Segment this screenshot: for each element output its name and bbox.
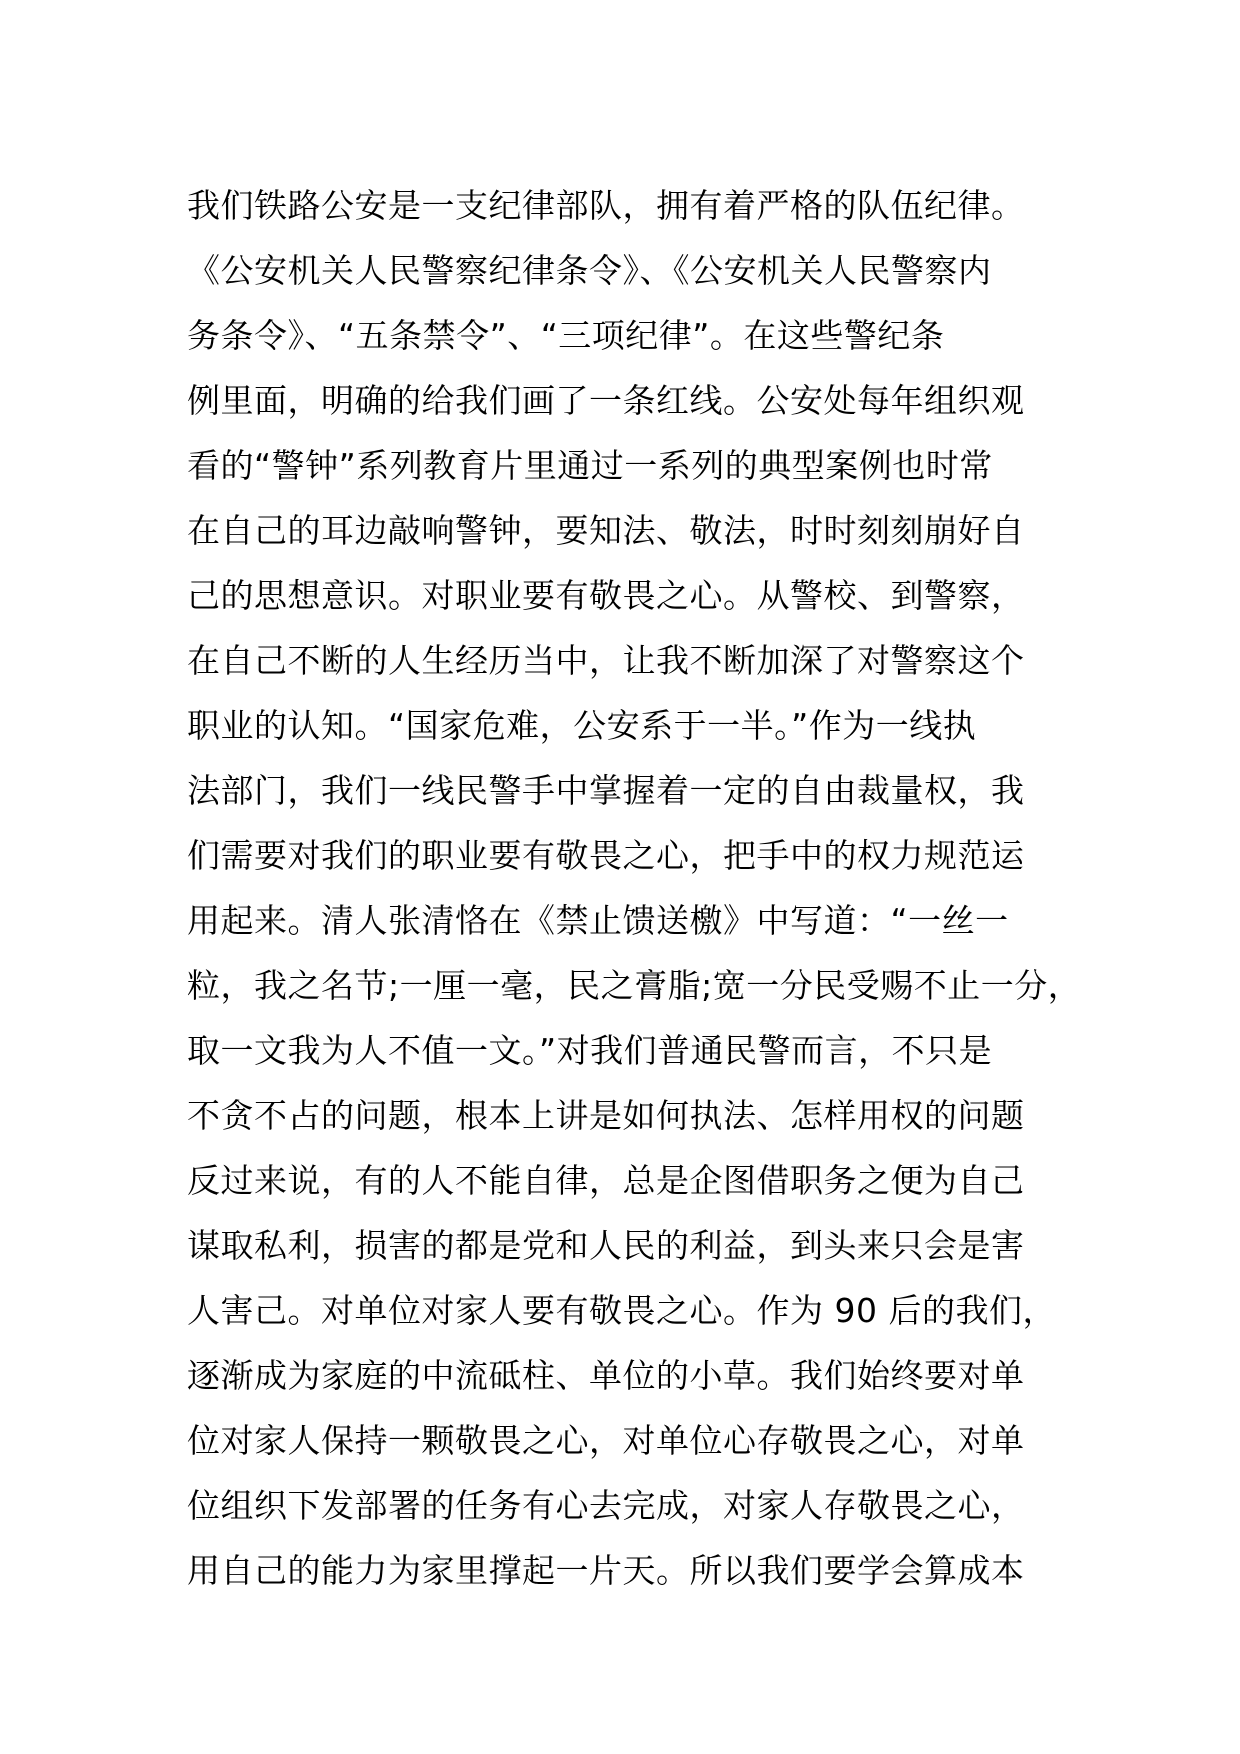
text-line: 人害己。对单位对家人要有敬畏之心。作为 90 后的我们， xyxy=(187,1291,1056,1330)
text-line: 用自己的能力为家里撑起一片天。所以我们要学会算成本 xyxy=(187,1551,1025,1590)
text-line: 反过来说，有的人不能自律，总是企图借职务之便为自己 xyxy=(187,1161,1025,1200)
text-line: 位对家人保持一颗敬畏之心，对单位心存敬畏之心，对单 xyxy=(187,1421,1025,1460)
text-line: 用起来。清人张清恪在《禁止馈送檄》中写道：“一丝一 xyxy=(187,901,1009,940)
text-line: 在自己不断的人生经历当中，让我不断加深了对警察这个 xyxy=(187,641,1025,680)
text-line: 例里面，明确的给我们画了一条红线。公安处每年组织观 xyxy=(187,381,1025,420)
text-line: 职业的认知。“国家危难，公安系于一半。”作为一线执 xyxy=(187,706,977,745)
text-line: 取一文我为人不值一文。”对我们普通民警而言，不只是 xyxy=(187,1031,993,1070)
text-line: 法部门，我们一线民警手中掌握着一定的自由裁量权，我 xyxy=(187,771,1025,810)
text-line: 看的“警钟”系列教育片里通过一系列的典型案例也时常 xyxy=(187,446,993,485)
text-line: 在自己的耳边敲响警钟，要知法、敬法，时时刻刻崩好自 xyxy=(187,511,1025,550)
text-line: 位组织下发部署的任务有心去完成，对家人存敬畏之心， xyxy=(187,1486,1025,1525)
text-line: 谋取私利，损害的都是党和人民的利益，到头来只会是害 xyxy=(187,1226,1025,1265)
text-line: 逐渐成为家庭的中流砥柱、单位的小草。我们始终要对单 xyxy=(187,1356,1025,1395)
text-line: 粒，我之名节;一厘一毫，民之膏脂;宽一分民受赐不止一分， xyxy=(187,966,1082,1005)
text-line: 己的思想意识。对职业要有敬畏之心。从警校、到警察， xyxy=(187,576,1025,615)
text-line: 我们铁路公安是一支纪律部队，拥有着严格的队伍纪律。 xyxy=(187,186,1025,225)
text-line: 们需要对我们的职业要有敬畏之心，把手中的权力规范运 xyxy=(187,836,1025,875)
text-line: 务条令》、“五条禁令”、“三项纪律”。在这些警纪条 xyxy=(187,316,945,355)
body-paragraph xyxy=(187,173,1087,1603)
text-line: 《公安机关人民警察纪律条令》、《公安机关人民警察内 xyxy=(187,251,992,290)
text-line: 不贪不占的问题，根本上讲是如何执法、怎样用权的问题 xyxy=(187,1096,1025,1135)
